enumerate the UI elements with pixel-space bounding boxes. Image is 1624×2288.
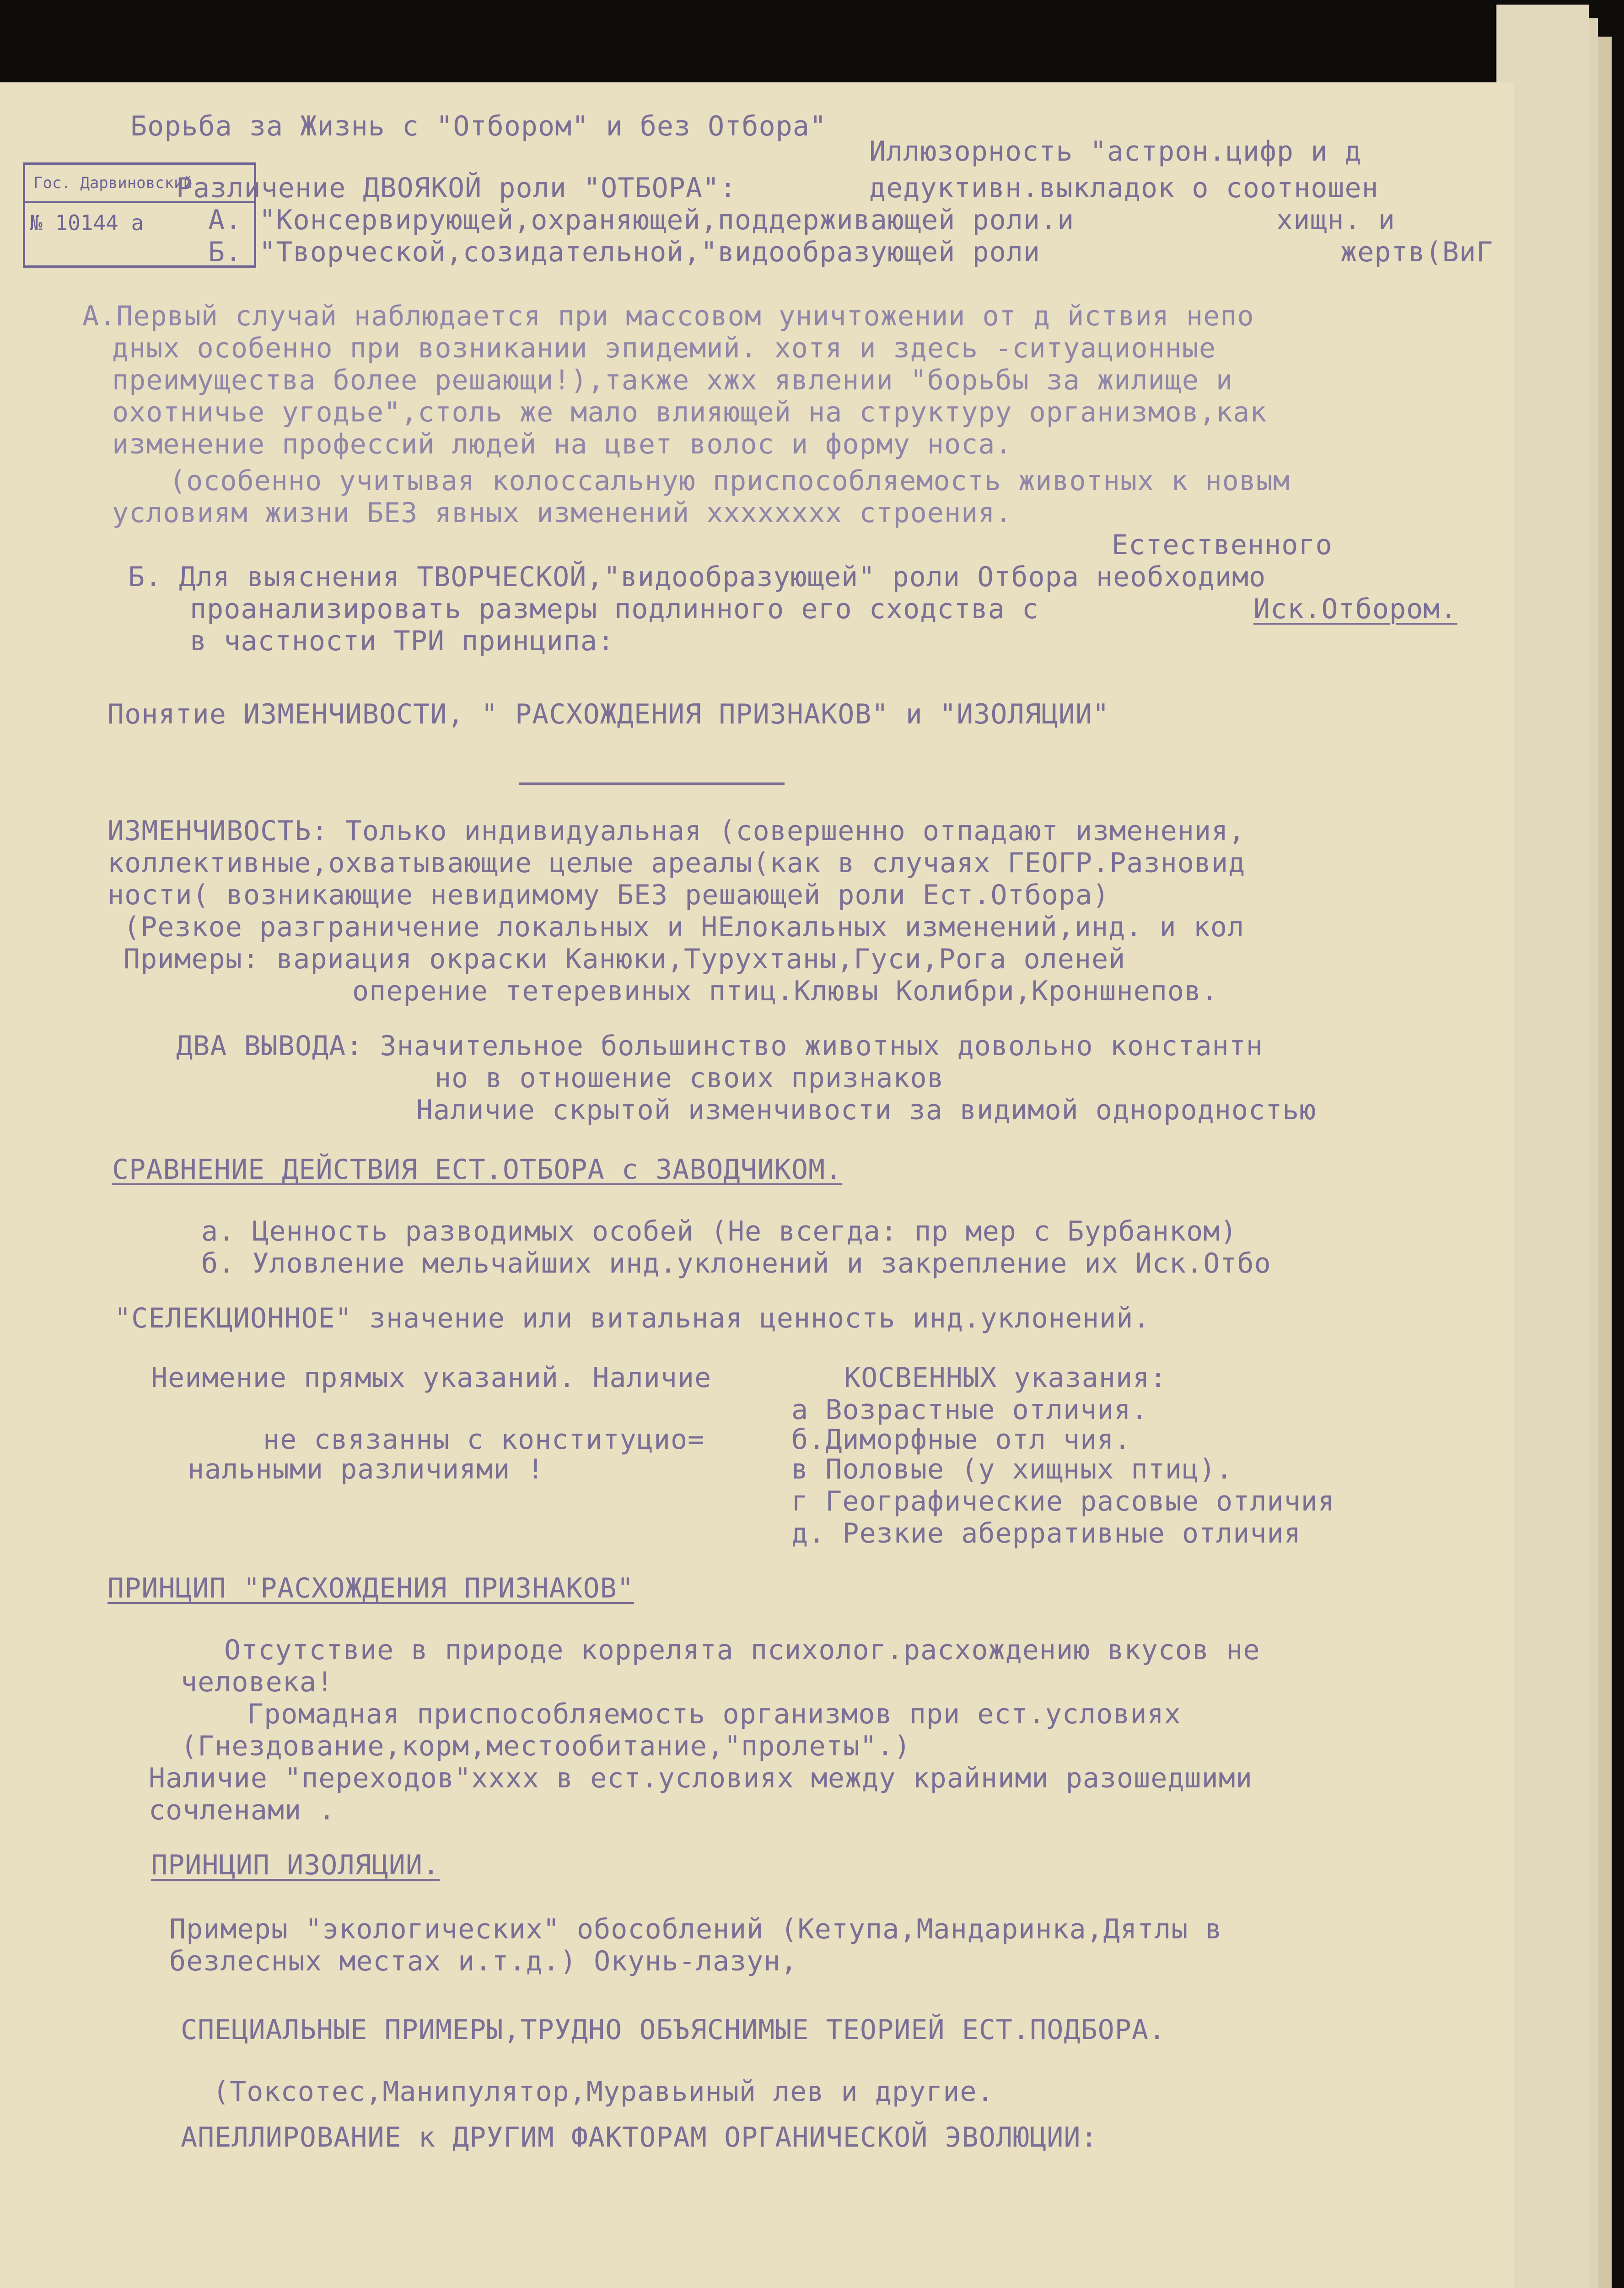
text-line: (особенно учитывая колоссальную приспособляемость животных к новым [169, 465, 1291, 497]
divider [519, 782, 785, 785]
text-line: Неимение прямых указаний. Наличие [151, 1362, 712, 1394]
text-line: Наличие "переходов"хххх в ест.условиях между крайними разошедшими [149, 1762, 1253, 1794]
text-line: Б. "Творческой,созидательной,"видообразующей роли [208, 236, 1041, 268]
text-line: б. Уловление мельчайших инд.уклонений и закрепление их Иск.Отбо [201, 1247, 1271, 1279]
text-line: дедуктивн.выкладок о соотношен [869, 172, 1379, 204]
text-line: д. Резкие аберративные отличия [791, 1517, 1301, 1549]
text-line: хищн. и [1276, 204, 1395, 236]
text-line: ПРИНЦИП ИЗОЛЯЦИИ. [151, 1849, 440, 1881]
text-line: проанализировать размеры подлинного его сходства с [190, 593, 1039, 625]
text-line: СРАВНЕНИЕ ДЕЙСТВИЯ ЕСТ.ОТБОРА с ЗАВОДЧИКОМ. [112, 1154, 843, 1186]
text-line: Отсутствие в природе коррелята психолог.расхождению вкусов не [224, 1634, 1260, 1666]
text-line: в частности ТРИ принципа: [190, 625, 615, 657]
text-line: преимущества более решающи!),также хжх явлении "борьбы за жилище и [112, 364, 1233, 396]
text-line: а. Ценность разводимых особей (Не всегда: пр мер с Бурбанком) [201, 1215, 1237, 1247]
text-line: ности( возникающие невидимому БЕЗ решающей роли Ест.Отбора) [108, 879, 1110, 911]
text-line: АПЕЛЛИРОВАНИЕ к ДРУГИМ ФАКТОРАМ ОРГАНИЧЕСКОЙ ЭВОЛЮЦИИ: [181, 2121, 1098, 2153]
text-line: охотничье угодье",столь же мало влияющей на структуру организмов,как [112, 396, 1267, 428]
text-line: коллективные,охватывающие целые ареалы(как в случаях ГЕОГР.Разновид [108, 847, 1246, 879]
typewritten-page [0, 82, 1514, 2288]
text-line: изменение профессий людей на цвет волос и форму носа. [112, 428, 1012, 460]
text-line: дных особенно при возникании эпидемий. хотя и здесь -ситуационные [112, 332, 1216, 364]
text-line: Иллюзорность "астрон.цифр и д [869, 135, 1362, 167]
text-line: Иск.Отбором. [1253, 593, 1457, 625]
text-line: Примеры "экологических" обособлений (Кетупа,Мандаринка,Дятлы в [169, 1913, 1222, 1945]
text-line: А. "Консервирующей,охраняющей,поддерживающей роли.и [208, 204, 1075, 236]
text-line: б.Диморфные отл чия. [791, 1424, 1131, 1456]
text-line: ИЗМЕНЧИВОСТЬ: Только индивидуальная (совершенно отпадают изменения, [108, 815, 1246, 847]
text-line: Различение ДВОЯКОЙ роли "ОТБОРА": [176, 172, 737, 204]
text-line: (Токсотес,Манипулятор,Муравьиный лев и другие. [213, 2076, 994, 2108]
text-line: СПЕЦИАЛЬНЫЕ ПРИМЕРЫ,ТРУДНО ОБЪЯСНИМЫЕ ТЕОРИЕЙ ЕСТ.ПОДБОРА. [181, 2014, 1166, 2046]
text-line: Б. Для выяснения ТВОРЧЕСКОЙ,"видообразующей" роли Отбора необходимо [128, 561, 1266, 593]
text-line: Борьба за Жизнь с "Отбором" и без Отбора" [130, 110, 827, 142]
text-line: ПРИНЦИП "РАСХОЖДЕНИЯ ПРИЗНАКОВ" [108, 1572, 634, 1604]
text-line: г Географические расовые отличия [791, 1485, 1335, 1517]
text-line: Примеры: вариация окраски Канюки,Турухтаны,Гуси,Рога оленей [124, 943, 1126, 975]
text-line: в Половые (у хищных птиц). [791, 1453, 1233, 1485]
text-line: (Гнездование,корм,местообитание,"пролеты".) [181, 1730, 911, 1762]
text-line: Наличие скрытой изменчивости за видимой однородностью [416, 1094, 1317, 1126]
text-line: но в отношение своих признаков [435, 1062, 944, 1094]
text-line: Громадная приспособляемость организмов при ест.условиях [247, 1698, 1181, 1730]
text-line: Понятие ИЗМЕНЧИВОСТИ, " РАСХОЖДЕНИЯ ПРИЗНАКОВ" и "ИЗОЛЯЦИИ" [108, 698, 1110, 730]
text-line: жертв(ВиГ [1340, 236, 1494, 268]
stamp-number: № 10144 а [30, 210, 144, 235]
text-line: нальными различиями ! [188, 1453, 544, 1485]
text-line: "СЕЛЕКЦИОННОЕ" значение или витальная ценность инд.уклонений. [114, 1302, 1151, 1334]
stamp-header: Гос. Дарвиновский [25, 165, 254, 203]
text-line: ДВА ВЫВОДА: Значительное большинство животных довольно константн [176, 1030, 1263, 1062]
text-line: а Возрастные отличия. [791, 1394, 1148, 1426]
text-line: (Резкое разграничение локальных и НЕлокальных изменений,инд. и кол [124, 911, 1245, 943]
text-line: безлесных местах и.т.д.) Окунь-лазун, [169, 1945, 798, 1977]
text-line: условиям жизни БЕЗ явных изменений хххххххх строения. [112, 497, 1012, 529]
text-line: не связанны с конституцио= [263, 1424, 705, 1456]
text-line: КОСВЕННЫХ указания: [844, 1362, 1167, 1394]
text-line: человека! [181, 1666, 334, 1698]
text-line: А.Первый случай наблюдается при массовом уничтожении от д йствия непо [82, 300, 1254, 332]
text-line: сочленами . [149, 1794, 336, 1826]
text-line: Естественного [1112, 529, 1333, 561]
text-line: оперение тетеревиных птиц.Клювы Колибри,Кроншнепов. [352, 975, 1219, 1007]
